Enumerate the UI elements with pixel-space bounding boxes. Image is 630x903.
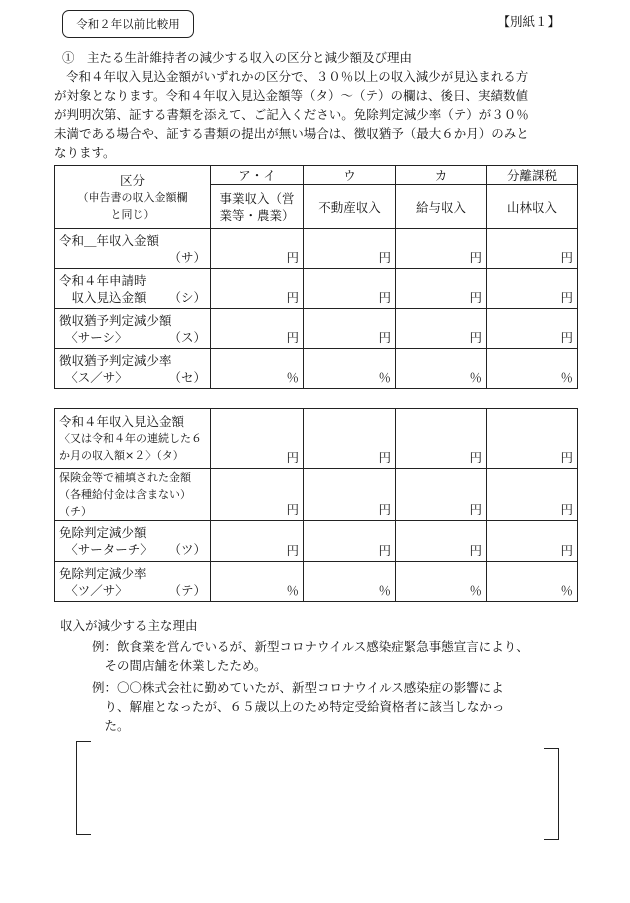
instruction-paragraph <box>54 67 574 162</box>
income-table-previous <box>54 165 578 389</box>
cell-unit: ％ <box>211 349 304 389</box>
cell-unit: 円 <box>211 521 304 562</box>
table-row <box>55 269 578 309</box>
col-group-u: ウ <box>304 166 396 185</box>
table-row <box>55 562 578 602</box>
example-2: 例：〇〇株式会社に勤めていたが、新型コロナウイルス感染症の影響によ り、解雇となったが、６５歳以上のため特定受給資格者に該当しなかっ た。 <box>92 680 505 733</box>
section-heading: ① 主たる生計維持者の減少する収入の区分と減少額及び理由 <box>62 50 413 65</box>
col-real-estate-income: 不動産収入 <box>304 185 396 229</box>
cell-unit: ％ <box>304 349 396 389</box>
col-salary-income: 給与収入 <box>396 185 487 229</box>
row-label: 令和＿年収入金額 （サ） <box>55 229 211 269</box>
para-line: 令和４年収入見込金額がいずれかの区分で、３０％以上の収入減少が見込まれる方 <box>66 69 529 84</box>
cell-unit: ％ <box>211 562 304 602</box>
col-group-separate: 分離課税 <box>487 166 578 185</box>
cell-unit: 円 <box>487 521 578 562</box>
cell-unit: ％ <box>304 562 396 602</box>
table-row <box>55 521 578 562</box>
cell-unit: 円 <box>304 229 396 269</box>
col-forest-income: 山林収入 <box>487 185 578 229</box>
row-label: 令和４年収入見込金額 〈又は令和４年の連続した６ か月の収入額×２〉（タ） <box>55 409 211 469</box>
cell-unit: 円 <box>211 409 304 469</box>
table-row <box>55 229 578 269</box>
table-row <box>55 349 578 389</box>
cell-unit: ％ <box>487 349 578 389</box>
row-label: 徴収猶予判定減少額 〈サーシ〉 （ス） <box>55 309 211 349</box>
reason-title: 収入が減少する主な理由 <box>60 618 198 633</box>
cell-unit: 円 <box>211 269 304 309</box>
cell-unit: 円 <box>396 521 487 562</box>
cell-unit: 円 <box>396 409 487 469</box>
cell-unit: 円 <box>211 309 304 349</box>
cell-unit: ％ <box>487 562 578 602</box>
row-label: 徴収猶予判定減少率 〈ス／サ〉 （セ） <box>55 349 211 389</box>
example-1: 例：飲食業を営んでいるが、新型コロナウイルス感染症緊急事態宣言により、 その間店舗を休業したため。 <box>92 639 529 673</box>
para-line: 未満である場合や、証する書類の提出が無い場合は、徴収猶予（最大６か月）のみと <box>54 126 529 141</box>
cell-unit: 円 <box>396 269 487 309</box>
col-business-income: 事業収入（営 業等・農業） <box>211 185 304 229</box>
cell-unit: 円 <box>304 469 396 521</box>
col-group-ai: ア・イ <box>211 166 304 185</box>
cell-unit: 円 <box>396 229 487 269</box>
cell-unit: 円 <box>487 469 578 521</box>
cell-unit: ％ <box>396 349 487 389</box>
attachment-label: 【別紙１】 <box>497 14 560 29</box>
cell-unit: 円 <box>304 309 396 349</box>
cell-unit: 円 <box>487 229 578 269</box>
row-label: 免除判定減少率 〈ツ／サ〉 （テ） <box>55 562 211 602</box>
cell-unit: 円 <box>396 309 487 349</box>
cell-unit: 円 <box>487 269 578 309</box>
reason-box-left-bracket <box>76 741 91 835</box>
col-group-ka: カ <box>396 166 487 185</box>
comparison-tag: 令和２年以前比較用 <box>62 10 194 38</box>
cell-unit: ％ <box>396 562 487 602</box>
para-line: が判明次第、証する書類を添えて、ご記入ください。免除判定減少率（テ）が３０％ <box>54 107 529 122</box>
cell-unit: 円 <box>487 309 578 349</box>
cell-unit: 円 <box>487 409 578 469</box>
para-line: なります。 <box>54 145 116 160</box>
row-label: 保険金等で補填された金額 （各種給付金は含まない）（チ） <box>55 469 211 521</box>
reason-box-right-bracket <box>544 748 559 840</box>
category-header: 区分 （申告書の収入金額欄 と同じ） <box>55 166 211 229</box>
table-row <box>55 409 578 469</box>
cell-unit: 円 <box>304 269 396 309</box>
table-row <box>55 309 578 349</box>
cell-unit: 円 <box>396 469 487 521</box>
para-line: が対象となります。令和４年収入見込金額等（タ）～（テ）の欄は、後日、実績数値 <box>54 88 529 103</box>
cell-unit: 円 <box>304 521 396 562</box>
cell-unit: 円 <box>211 229 304 269</box>
row-label: 免除判定減少額 〈サーターチ〉 （ツ） <box>55 521 211 562</box>
income-table-2022 <box>54 408 578 602</box>
table-row <box>55 469 578 521</box>
cell-unit: 円 <box>211 469 304 521</box>
cell-unit: 円 <box>304 409 396 469</box>
row-label: 令和４年申請時 収入見込金額 （シ） <box>55 269 211 309</box>
